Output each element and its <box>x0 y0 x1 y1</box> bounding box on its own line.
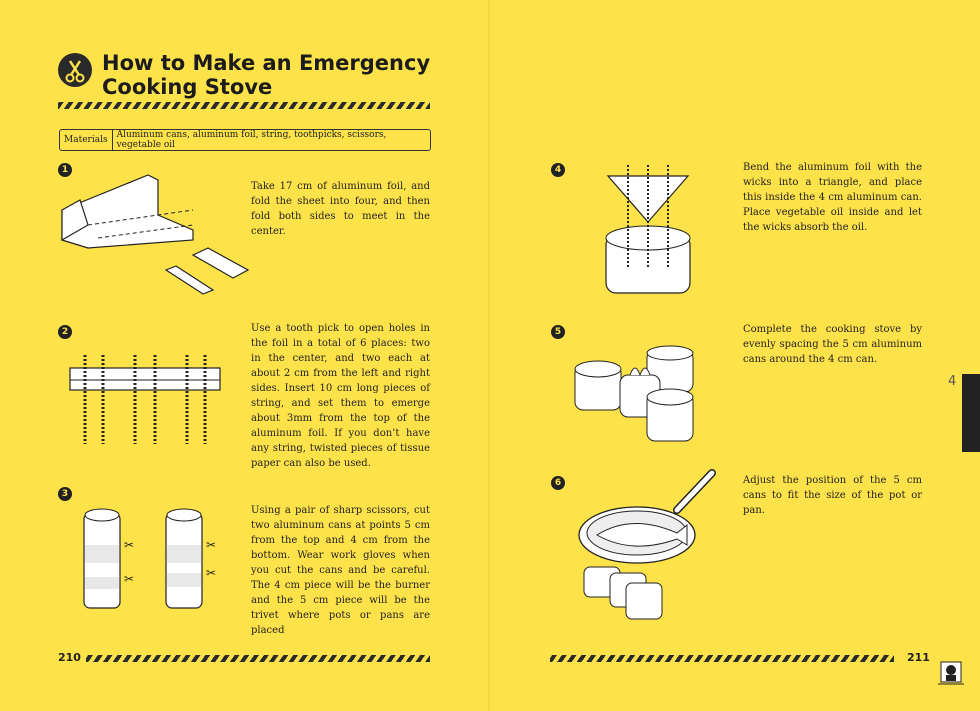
footer-divider-left <box>86 655 430 662</box>
step-3-number: 3 <box>58 487 72 501</box>
step-2-text: Use a tooth pick to open holes in the foil in a total of 6 places: two in the center, and two each at about 2 cm from the left and right sides. Insert 10 cm long pieces of string, and set them to emerge about 3mm from the top of the aluminum foil. If you don’t have any string, twisted pieces of tissue paper can also be used. <box>251 323 430 469</box>
page-title <box>102 51 430 99</box>
step-1-number: 1 <box>58 163 72 177</box>
step-1-illustration <box>58 170 258 300</box>
step-6-number: 6 <box>551 476 565 490</box>
step-1-text: Take 17 cm of aluminum foil, and fold the sheet into four, and then fold both sides to meet in the center. <box>251 181 430 237</box>
step-3-text: Using a pair of sharp scissors, cut two aluminum cans at points 5 cm from the top and 4 cm from the bottom. Wear work gloves when you cut the cans and be careful. The 4 cm piece will be the burner and the 5 cm piece will be the trivet where pots or pans are placed <box>251 505 430 636</box>
step-4-text: Bend the aluminum foil with the wicks into a triangle, and place this inside the 4 cm aluminum can. Place vegetable oil inside and let the wicks absorb the oil. <box>743 162 922 233</box>
step-2-number: 2 <box>58 325 72 339</box>
title-line-1: How to Make an Emergency <box>102 51 431 75</box>
page-number-left: 210 <box>58 651 81 664</box>
materials-text: Aluminum cans, aluminum foil, string, toothpicks, scissors, vegetable oil <box>116 130 387 150</box>
step-4-number: 4 <box>551 163 565 177</box>
step-3-illustration <box>78 505 238 610</box>
materials-label: Materials <box>60 130 113 150</box>
svg-text:✂: ✂ <box>206 566 217 580</box>
section-number: 4 <box>948 374 957 389</box>
materials-box <box>59 129 431 151</box>
step-6-illustration <box>572 465 722 625</box>
step-5-number: 5 <box>551 325 565 339</box>
step-4-illustration <box>598 160 698 300</box>
step-5-text: Complete the cooking stove by evenly spacing the 5 cm aluminum cans around the 4 cm can. <box>743 324 922 365</box>
svg-text:✂: ✂ <box>206 538 217 552</box>
svg-text:✂: ✂ <box>124 538 135 552</box>
section-tab <box>962 374 980 452</box>
footer-divider-right <box>550 655 894 662</box>
character-icon <box>938 660 964 686</box>
right-page <box>490 0 980 711</box>
left-page <box>0 0 489 711</box>
svg-text:✂: ✂ <box>124 572 135 586</box>
title-line-2: Cooking Stove <box>102 75 273 99</box>
step-5-illustration <box>572 345 702 445</box>
scissors-icon <box>58 53 92 87</box>
page-number-right: 211 <box>907 651 930 664</box>
step-6-text: Adjust the position of the 5 cm cans to fit the size of the pot or pan. <box>743 475 922 516</box>
step-2-illustration <box>65 350 225 450</box>
title-divider <box>58 102 430 109</box>
